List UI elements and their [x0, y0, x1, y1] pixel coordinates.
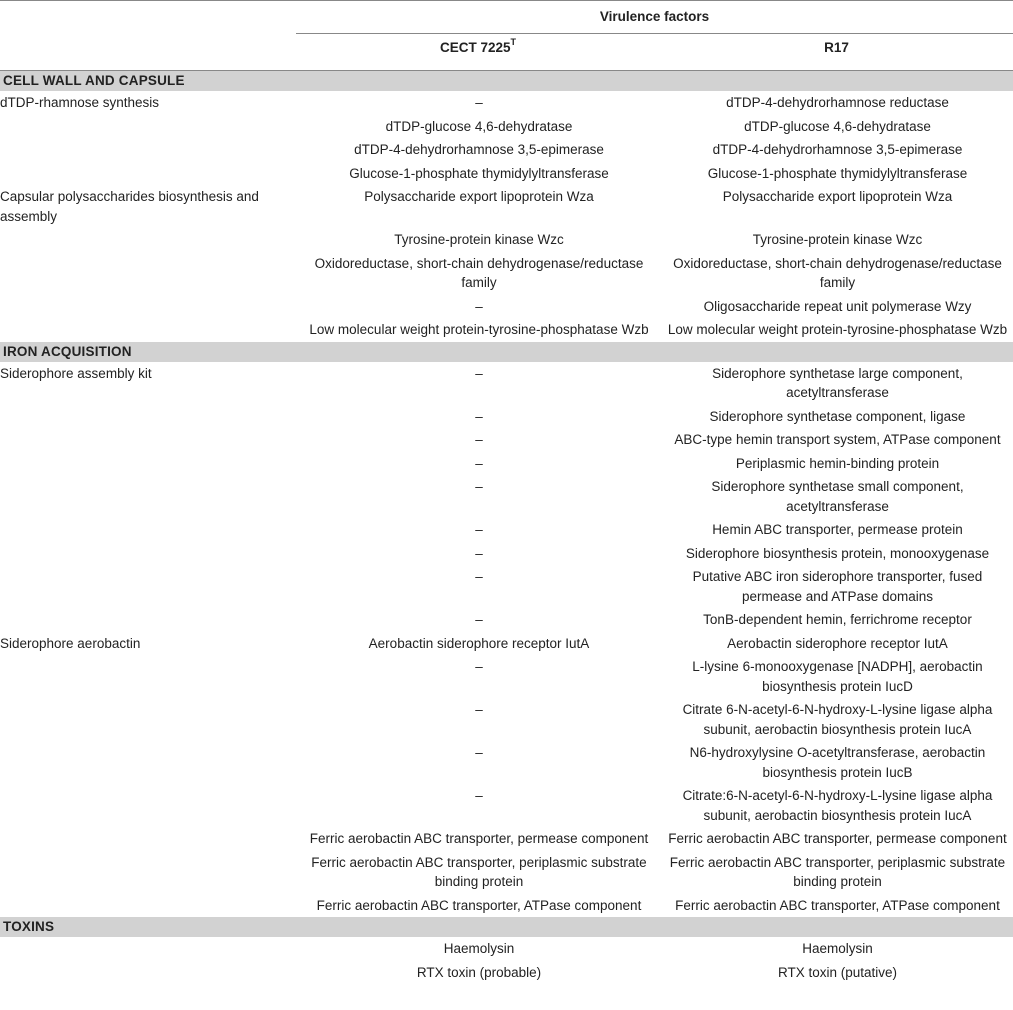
column-header-cect — [296, 34, 660, 71]
category-cell — [0, 894, 296, 918]
category-cell — [0, 698, 296, 741]
category-cell — [0, 475, 296, 518]
r17-value-cell: Siderophore synthetase large component, acetyltransferase — [712, 365, 963, 400]
column-header-cect-label: CECT 7225 — [439, 40, 511, 55]
section-header-row — [0, 917, 1013, 937]
table-row — [0, 655, 1013, 698]
r17-value-cell: Tyrosine-protein kinase Wzc — [752, 232, 923, 247]
column-header-row — [0, 34, 1013, 71]
cect-value-cell: – — [475, 745, 483, 760]
cect-value-cell: Glucose-1-phosphate thymidylyltransferase — [349, 165, 609, 181]
category-cell — [0, 295, 296, 319]
table-row — [0, 784, 1013, 827]
table-row — [0, 961, 1013, 985]
category-cell — [0, 827, 296, 851]
r17-value-cell: Hemin ABC transporter, permease protein — [712, 522, 963, 537]
cect-value-cell: Polysaccharide export lipoprotein Wza — [364, 189, 594, 204]
cect-value-cell: Oxidoreductase, short-chain dehydrogenase/reductase family — [314, 255, 644, 290]
r17-value-cell: N6-hydroxylysine O-acetyltransferase, aerobactin biosynthesis protein IucB — [689, 745, 986, 780]
column-header-cect-superscript: T — [510, 36, 517, 47]
cect-value-cell: – — [475, 298, 483, 314]
cect-value-cell: Ferric aerobactin ABC transporter, periplasmic substrate binding protein — [311, 854, 647, 889]
category-cell — [0, 115, 296, 139]
cect-value-cell: – — [475, 702, 483, 717]
cect-value-cell: dTDP-4-dehydrorhamnose 3,5-epimerase — [354, 142, 604, 157]
category-cell — [0, 851, 296, 894]
r17-value-cell: dTDP-glucose 4,6-dehydratase — [744, 118, 931, 134]
table-row — [0, 362, 1013, 405]
r17-value-cell: Siderophore synthetase component, ligase — [709, 408, 966, 424]
group-header-row — [0, 1, 1013, 34]
category-cell: Siderophore assembly kit — [0, 365, 152, 381]
r17-value-cell: Haemolysin — [802, 941, 873, 956]
table-row — [0, 428, 1013, 452]
category-cell — [0, 937, 296, 961]
category-cell — [0, 741, 296, 784]
r17-value-cell: L-lysine 6-monooxygenase [NADPH], aerobactin biosynthesis protein IucD — [692, 659, 983, 694]
cect-value-cell: Haemolysin — [443, 941, 515, 956]
table-body — [0, 71, 1013, 985]
category-cell — [0, 318, 296, 342]
cect-value-cell: – — [475, 569, 483, 584]
cect-value-cell: Ferric aerobactin ABC transporter, ATPase component — [316, 897, 642, 913]
r17-value-cell: Putative ABC iron siderophore transporter, fused permease and ATPase domains — [692, 569, 983, 604]
table-row — [0, 228, 1013, 252]
category-cell — [0, 228, 296, 252]
category-cell — [0, 518, 296, 542]
table-row — [0, 741, 1013, 784]
table-row — [0, 138, 1013, 162]
section-title: TOXINS — [0, 917, 1013, 937]
r17-value-cell: ABC-type hemin transport system, ATPase component — [674, 432, 1001, 447]
table-row — [0, 698, 1013, 741]
table-row — [0, 827, 1013, 851]
table-row — [0, 542, 1013, 566]
table-row — [0, 185, 1013, 228]
table-row — [0, 608, 1013, 632]
table-row — [0, 632, 1013, 656]
cect-value-cell: – — [475, 455, 483, 471]
table-row — [0, 318, 1013, 342]
r17-value-cell: Oligosaccharide repeat unit polymerase Wzy — [703, 298, 972, 314]
table-row — [0, 91, 1013, 115]
category-cell: Siderophore aerobactin — [0, 635, 141, 651]
table-row — [0, 295, 1013, 319]
r17-value-cell: Siderophore biosynthesis protein, monooxygenase — [685, 545, 990, 561]
category-cell: Capsular polysaccharides biosynthesis and assembly — [0, 189, 259, 224]
r17-value-cell: Oxidoreductase, short-chain dehydrogenase/reductase family — [673, 255, 1002, 290]
category-cell — [0, 784, 296, 827]
category-cell — [0, 405, 296, 429]
table-row — [0, 405, 1013, 429]
cect-value-cell: Tyrosine-protein kinase Wzc — [394, 232, 564, 247]
r17-value-cell: TonB-dependent hemin, ferrichrome receptor — [703, 612, 972, 627]
cect-value-cell: – — [475, 408, 483, 424]
cect-value-cell: – — [475, 788, 483, 803]
cect-value-cell: – — [475, 545, 483, 561]
r17-value-cell: Ferric aerobactin ABC transporter, periplasmic substrate binding protein — [669, 854, 1006, 889]
category-cell — [0, 542, 296, 566]
category-cell — [0, 608, 296, 632]
category-cell — [0, 252, 296, 295]
r17-value-cell: Periplasmic hemin-binding protein — [735, 455, 940, 471]
category-cell — [0, 655, 296, 698]
cect-value-cell: – — [475, 365, 483, 381]
cect-value-cell: – — [475, 659, 483, 674]
category-cell: dTDP-rhamnose synthesis — [0, 95, 160, 110]
category-cell — [0, 565, 296, 608]
cect-value-cell: RTX toxin (probable) — [416, 964, 542, 980]
section-header-row — [0, 71, 1013, 92]
r17-value-cell: Citrate 6-N-acetyl-6-N-hydroxy-L-lysine ligase alpha subunit, aerobactin biosynthesis protein IucA — [682, 702, 993, 737]
cect-value-cell: – — [475, 479, 483, 494]
r17-value-cell: dTDP-4-dehydrorhamnose 3,5-epimerase — [712, 142, 963, 157]
cect-value-cell: Low molecular weight protein-tyrosine-phosphatase Wzb — [309, 322, 649, 337]
r17-value-cell: Polysaccharide export lipoprotein Wza — [722, 189, 953, 204]
table-row — [0, 475, 1013, 518]
r17-value-cell: Citrate:6-N-acetyl-6-N-hydroxy-L-lysine ligase alpha subunit, aerobactin biosynthesis protein IucA — [682, 788, 993, 823]
table-row — [0, 565, 1013, 608]
table-row — [0, 894, 1013, 918]
table-row — [0, 851, 1013, 894]
group-header-virulence-factors: Virulence factors — [296, 1, 1013, 34]
cect-value-cell: – — [475, 612, 483, 627]
table-row — [0, 937, 1013, 961]
section-title: IRON ACQUISITION — [0, 342, 1013, 362]
r17-value-cell: dTDP-4-dehydrorhamnose reductase — [726, 95, 949, 110]
category-cell — [0, 961, 296, 985]
r17-value-cell: Glucose-1-phosphate thymidylyltransferase — [707, 165, 968, 181]
r17-value-cell: Low molecular weight protein-tyrosine-phosphatase Wzb — [667, 322, 1008, 337]
section-title: CELL WALL AND CAPSULE — [0, 71, 1013, 92]
column-header-r17: R17 — [660, 34, 1013, 71]
header-category-cell — [0, 34, 296, 71]
cect-value-cell: – — [475, 432, 483, 447]
r17-value-cell: Aerobactin siderophore receptor IutA — [727, 635, 948, 651]
section-header-row — [0, 342, 1013, 362]
r17-value-cell: Siderophore synthetase small component, acetyltransferase — [711, 479, 964, 514]
table-row — [0, 518, 1013, 542]
category-cell — [0, 452, 296, 476]
cect-value-cell: Ferric aerobactin ABC transporter, permease component — [309, 831, 649, 846]
table-row — [0, 115, 1013, 139]
category-cell — [0, 428, 296, 452]
r17-value-cell: RTX toxin (putative) — [777, 964, 898, 980]
category-cell — [0, 138, 296, 162]
table-row — [0, 452, 1013, 476]
r17-value-cell: Ferric aerobactin ABC transporter, permease component — [668, 831, 1007, 846]
table-row — [0, 162, 1013, 186]
cect-value-cell: – — [475, 95, 483, 110]
r17-value-cell: Ferric aerobactin ABC transporter, ATPase component — [675, 897, 1000, 913]
header-empty-cell — [0, 1, 296, 34]
cect-value-cell: dTDP-glucose 4,6-dehydratase — [385, 118, 573, 134]
cect-value-cell: – — [475, 522, 483, 537]
table-row — [0, 252, 1013, 295]
category-cell — [0, 162, 296, 186]
cect-value-cell: Aerobactin siderophore receptor IutA — [368, 635, 590, 651]
